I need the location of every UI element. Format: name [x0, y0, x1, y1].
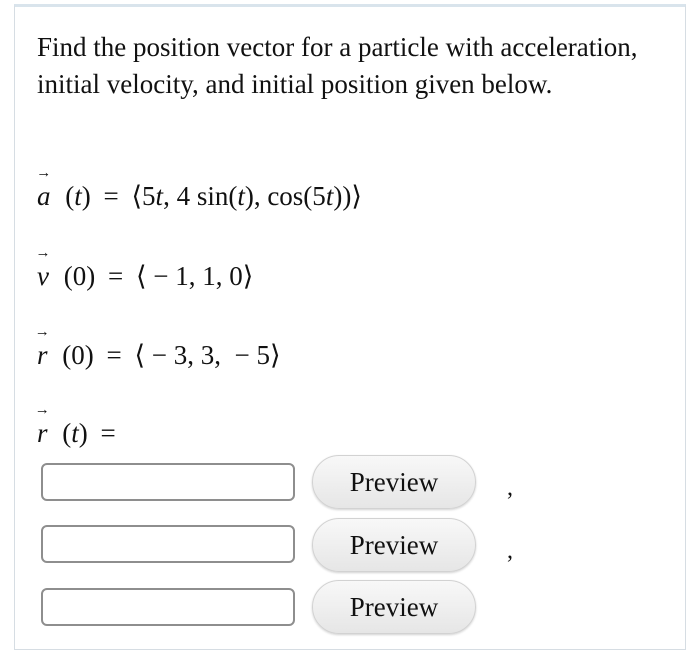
position-equals: =: [106, 340, 122, 370]
initial-velocity-equation: [37, 259, 253, 293]
acceleration-vector-symbol: → a: [37, 179, 51, 213]
initial-velocity-value: ⟨ − 1, 1, 0⟩: [135, 261, 254, 291]
velocity-equals: =: [107, 261, 124, 291]
position-function-arg: (t): [62, 418, 88, 448]
velocity-arg: (0): [63, 261, 96, 291]
answer-input-y[interactable]: [41, 525, 295, 563]
preview-button-y[interactable]: Preview: [312, 518, 476, 572]
acceleration-arg: (t): [65, 181, 91, 211]
answer-input-x[interactable]: [41, 463, 295, 501]
problem-text: Find the position vector for a particle with acceleration, initial velocity, and initial position given below.: [37, 32, 638, 99]
preview-button-x[interactable]: Preview: [312, 455, 476, 509]
component-separator: ,: [507, 538, 513, 564]
initial-position-equation: [37, 338, 281, 372]
position-function-equals: =: [100, 418, 116, 448]
position-vector-symbol: → r: [37, 338, 48, 372]
position-function-label: [37, 416, 122, 450]
position-arg: (0): [62, 340, 94, 370]
acceleration-equation: [37, 179, 362, 213]
acceleration-value: ⟨5t, 4 sin(t), cos(5t))⟩: [131, 181, 362, 211]
problem-card: [14, 4, 686, 650]
answer-input-z[interactable]: [41, 588, 295, 626]
preview-button-z[interactable]: Preview: [312, 580, 476, 634]
initial-position-value: ⟨ − 3, 3, − 5⟩: [134, 340, 281, 370]
component-separator: ,: [507, 475, 513, 501]
velocity-vector-symbol: → v: [37, 259, 49, 293]
position-function-vector-symbol: → r: [37, 416, 48, 450]
acceleration-equals: =: [103, 181, 119, 211]
